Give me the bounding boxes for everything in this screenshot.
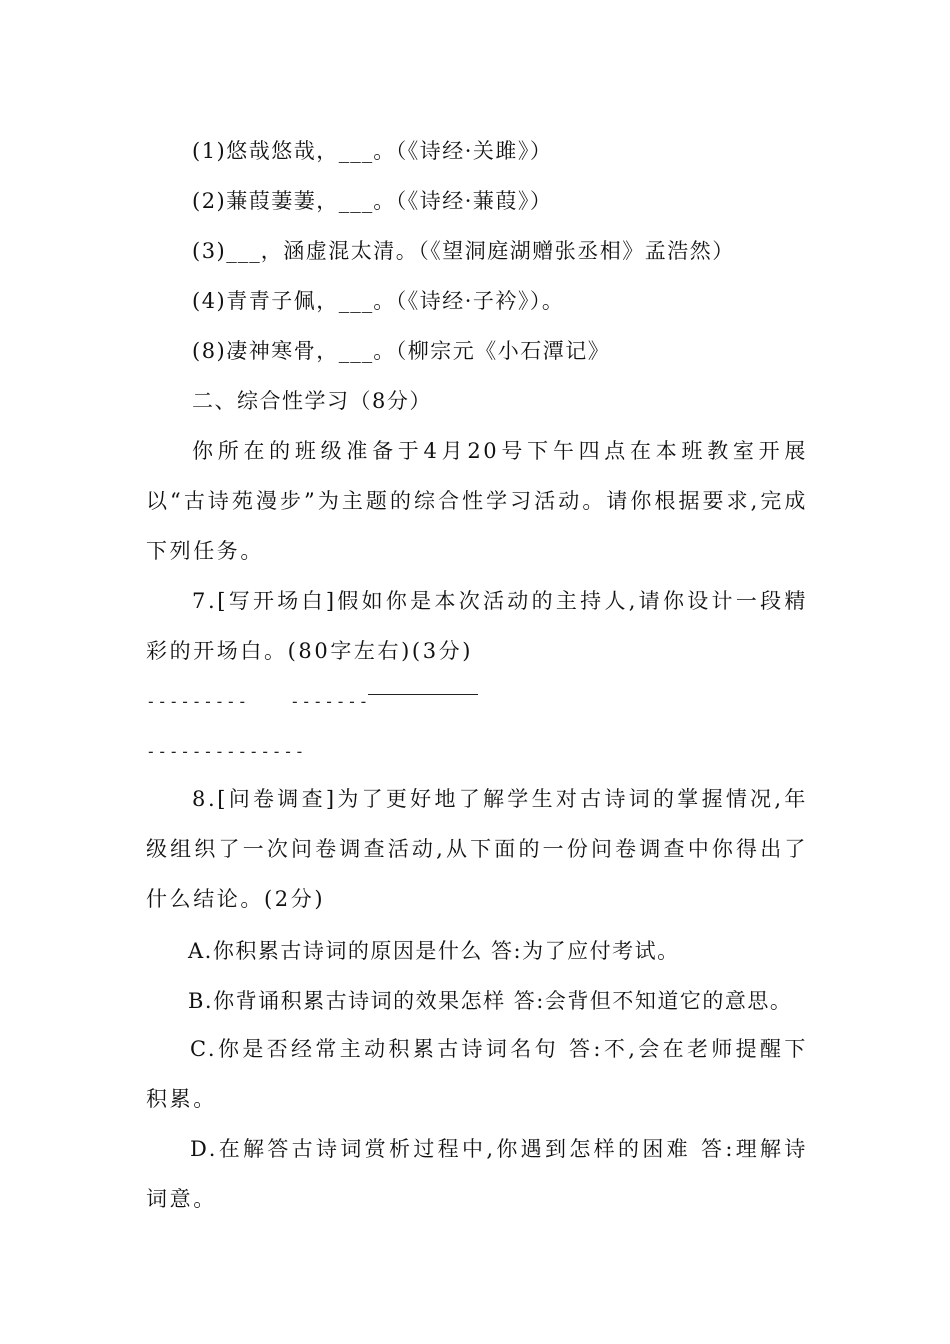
- fill-blank-item-4: [192, 287, 564, 315]
- item-source: 。（柳宗元《小石潭记》: [373, 339, 611, 363]
- item-number: (3): [192, 239, 227, 263]
- item-text: 青青子佩，: [226, 289, 339, 313]
- fill-blank-item-1: [192, 137, 552, 165]
- answer-blank[interactable]: ___: [338, 189, 374, 213]
- item-source: 。（《诗经·蒹葭》）: [373, 189, 553, 213]
- item-source: 。（《诗经·关雎》）: [373, 139, 553, 163]
- item-number: (2): [192, 189, 227, 213]
- answer-blank[interactable]: ___: [338, 139, 374, 163]
- section-heading: 二、综合性学习（8分）: [192, 389, 432, 413]
- question-7-text: 7.[写开场白]假如你是本次活动的主持人,请你设计一段精彩的开场白。(80字左右)(3分): [146, 589, 808, 663]
- answer-blank[interactable]: ___: [338, 289, 374, 313]
- item-number: (8): [192, 339, 227, 363]
- answer-blank[interactable]: ___: [338, 339, 374, 363]
- fill-blank-item-2: [192, 187, 552, 215]
- intro-paragraph: 你所在的班级准备于4月20号下午四点在本班教室开展以“古诗苑漫步”为主题的综合性学习活动。请你根据要求,完成下列任务。: [146, 439, 808, 563]
- answer-line-1a[interactable]: ---------: [146, 692, 249, 711]
- survey-item-a: A.你积累古诗词的原因是什么 答:为了应付考试。: [188, 939, 680, 963]
- survey-item-c: C.你是否经常主动积累古诗词名句 答:不,会在老师提醒下积累。: [146, 1037, 808, 1111]
- answer-line-1b[interactable]: -------: [290, 692, 371, 711]
- answer-blank[interactable]: ___: [226, 239, 261, 263]
- item-source: ，涵虚混太清。（《望洞庭湖赠张丞相》孟浩然）: [260, 239, 735, 263]
- question-8-text: 8.[问卷调查]为了更好地了解学生对古诗词的掌握情况,年级组织了一次问卷调查活动,从下面的一份问卷调查中你得出了什么结论。(2分): [146, 787, 808, 911]
- item-text: 凄神寒骨，: [226, 339, 339, 363]
- answer-underline: [368, 694, 478, 695]
- item-number: (4): [192, 289, 227, 313]
- fill-blank-item-3: [192, 237, 735, 265]
- item-text: 悠哉悠哉，: [226, 139, 339, 163]
- item-source: 。（《诗经·子衿》）。: [373, 289, 565, 313]
- answer-line-2[interactable]: --------------: [146, 742, 307, 761]
- survey-item-d: D.在解答古诗词赏析过程中,你遇到怎样的困难 答:理解诗词意。: [146, 1137, 808, 1211]
- item-text: 蒹葭萋萋，: [226, 189, 339, 213]
- survey-item-b: B.你背诵积累古诗词的效果怎样 答:会背但不知道它的意思。: [188, 989, 793, 1013]
- fill-blank-item-5: [192, 337, 610, 365]
- item-number: (1): [192, 139, 227, 163]
